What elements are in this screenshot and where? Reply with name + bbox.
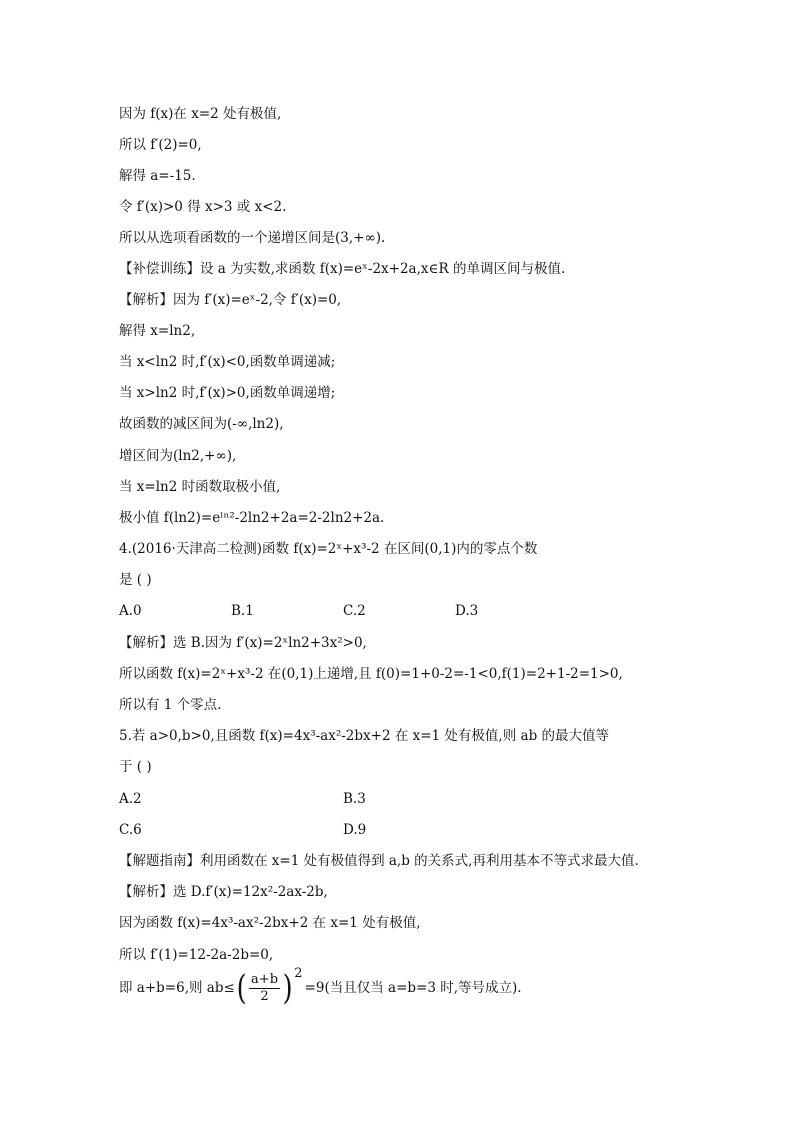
text-line: 极小值 f(ln2)=eˡⁿ²-2ln2+2a=2-2ln2+2a. <box>119 510 385 526</box>
text-line: 所以从选项看函数的一个递增区间是(3,+∞). <box>119 230 386 246</box>
fraction-denominator: 2 <box>260 988 269 1004</box>
left-paren: ( <box>236 968 247 1008</box>
text-line: 所以有 1 个零点. <box>119 697 222 713</box>
final-prefix: 即 a+b=6,则 ab≤ <box>119 980 235 996</box>
question-5-options-row-1 <box>119 789 754 809</box>
fraction <box>249 972 280 1005</box>
solution-guide-line: 【解题指南】利用函数在 x=1 处有极值得到 a,b 的关系式,再利用基本不等式求最大值. <box>119 853 639 869</box>
text-line: 所以 f′(2)=0, <box>119 137 202 153</box>
text-line: 故函数的减区间为(-∞,ln2), <box>119 416 284 432</box>
text-line: 所以 f′(1)=12-2a-2b=0, <box>119 947 274 963</box>
option-c: C.2 <box>343 603 366 619</box>
option-c: C.6 <box>119 822 142 838</box>
solution-line: 【解析】选 B.因为 f′(x)=2ˣln2+3x²>0, <box>119 635 367 651</box>
question-5-stem-cont: 于 ( ) <box>119 759 152 775</box>
solution-line: 【解析】选 D.f′(x)=12x²-2ax-2b, <box>119 884 328 900</box>
text-line: 解得 x=ln2, <box>119 323 196 339</box>
exponent: 2 <box>294 966 303 981</box>
question-5-stem: 5.若 a>0,b>0,且函数 f(x)=4x³-ax²-2bx+2 在 x=1 处有极值,则 ab 的最大值等 <box>119 728 610 744</box>
text-line: 增区间为(ln2,+∞), <box>119 448 237 464</box>
fraction-numerator: a+b <box>251 971 279 987</box>
final-inequality-line <box>119 968 754 1008</box>
text-line: 因为函数 f(x)=4x³-ax²-2bx+2 在 x=1 处有极值, <box>119 915 421 931</box>
question-4-stem-cont: 是 ( ) <box>119 572 152 588</box>
option-b: B.1 <box>231 603 254 619</box>
final-suffix: =9(当且仅当 a=b=3 时,等号成立). <box>304 980 522 996</box>
question-5-options-row-2 <box>119 820 754 840</box>
right-paren: ) <box>282 968 293 1008</box>
compensation-training-heading: 【补偿训练】设 a 为实数,求函数 f(x)=eˣ-2x+2a,x∈R 的单调区间与极值. <box>119 261 566 277</box>
question-4-options <box>119 601 754 621</box>
option-b: B.3 <box>343 791 366 807</box>
text-line: 所以函数 f(x)=2ˣ+x³-2 在(0,1)上递增,且 f(0)=1+0-2=-1<0,f(1)=2+1-2=1>0, <box>119 666 623 682</box>
option-a: A.2 <box>119 791 142 807</box>
text-line: 当 x<ln2 时,f′(x)<0,函数单调递减; <box>119 354 336 370</box>
text-line: 因为 f(x)在 x=2 处有极值, <box>119 106 282 122</box>
solution-line: 【解析】因为 f′(x)=eˣ-2,令 f′(x)=0, <box>119 292 342 308</box>
option-a: A.0 <box>119 603 142 619</box>
question-4-stem: 4.(2016·天津高二检测)函数 f(x)=2ˣ+x³-2 在区间(0,1)内的零点个数 <box>119 541 538 557</box>
text-line: 当 x=ln2 时函数取极小值, <box>119 479 281 495</box>
text-line: 令 f′(x)>0 得 x>3 或 x<2. <box>119 199 287 215</box>
option-d: D.3 <box>455 603 479 619</box>
text-line: 当 x>ln2 时,f′(x)>0,函数单调递增; <box>119 385 336 401</box>
text-line: 解得 a=-15. <box>119 168 196 184</box>
option-d: D.9 <box>343 822 367 838</box>
